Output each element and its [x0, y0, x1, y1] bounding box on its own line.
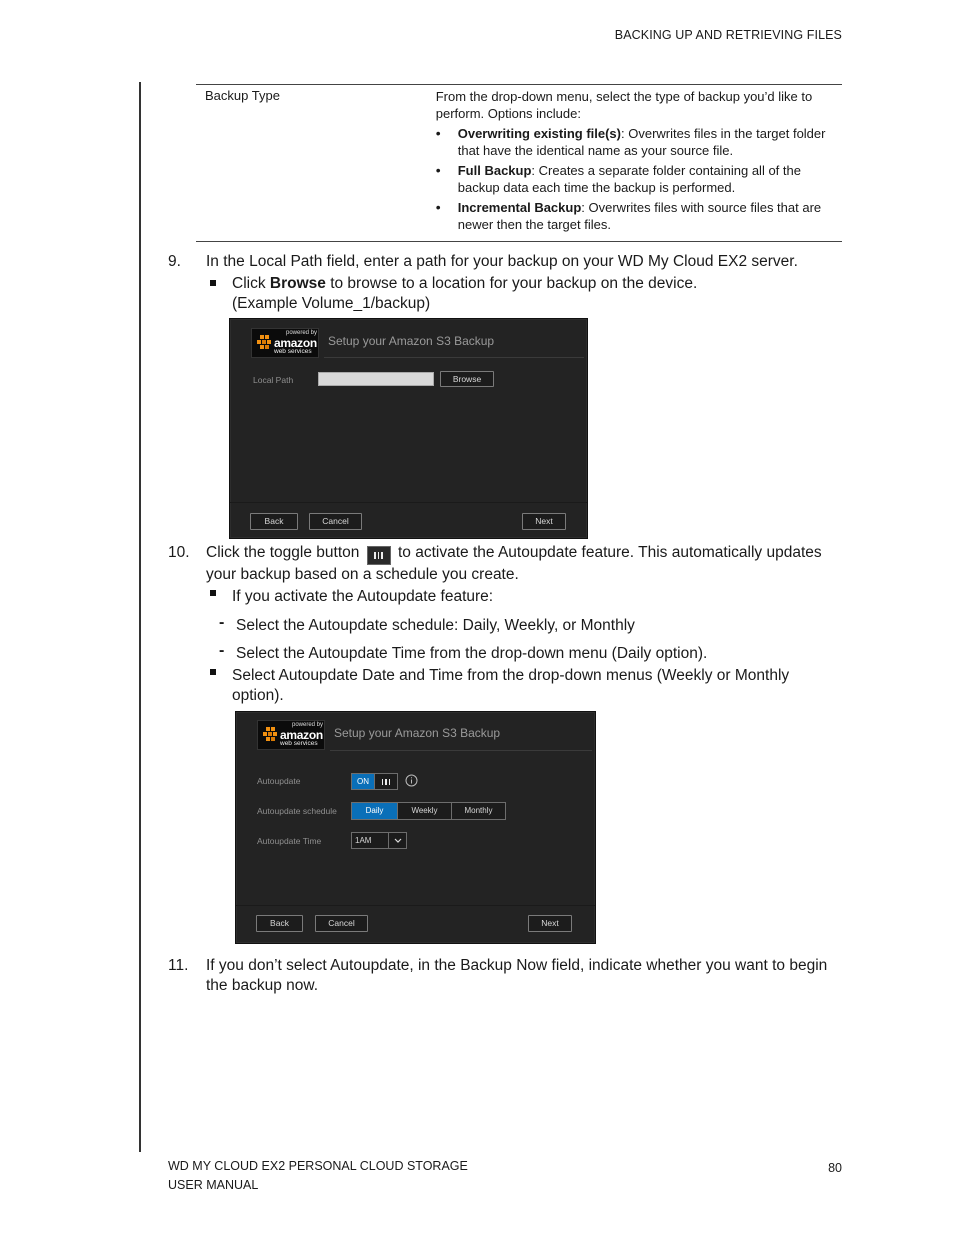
- schedule-daily[interactable]: Daily: [352, 803, 398, 819]
- logo-amazon: amazon: [280, 728, 323, 742]
- option-name: Overwriting existing file(s): [457, 126, 621, 141]
- schedule-monthly[interactable]: Monthly: [452, 803, 505, 819]
- dialog-title: Setup your Amazon S3 Backup: [328, 334, 495, 348]
- step-10-dash-2: Select the Autoupdate Time from the drop-down menu (Daily option).: [236, 645, 708, 662]
- browse-emphasis: Browse: [269, 275, 326, 292]
- autoupdate-label: Autoupdate: [257, 776, 301, 786]
- logo-powered-by: powered by: [292, 722, 324, 728]
- back-button[interactable]: Back: [256, 915, 303, 932]
- sub-text: to browse to a location for your backup on the device.: [325, 275, 698, 292]
- toggle-bars-icon[interactable]: [375, 774, 397, 789]
- page-number: 80: [828, 1161, 842, 1175]
- browse-button[interactable]: Browse: [440, 371, 494, 387]
- logo-web-services: web services: [274, 348, 312, 355]
- table-row: [196, 85, 842, 241]
- chevron-down-icon[interactable]: [389, 833, 406, 848]
- square-bullet-icon: [210, 280, 216, 286]
- autoupdate-time-label: Autoupdate Time: [257, 836, 322, 846]
- step-text-part: to activate the Autoupdate feature. This automatically updates your backup based on a schedule you create.: [206, 544, 822, 583]
- table-label-cell: Backup Type: [205, 88, 280, 103]
- left-margin-rule: [139, 82, 141, 1152]
- table-desc-cell: [436, 88, 842, 233]
- sub-example: (Example Volume_1/backup): [232, 295, 431, 312]
- bullet-icon: •: [435, 125, 441, 141]
- schedule-selector[interactable]: [351, 802, 506, 820]
- list-item: [436, 125, 842, 159]
- dash-bullet-icon: -: [219, 614, 225, 631]
- sub-text: Click: [232, 275, 270, 292]
- local-path-label: Local Path: [253, 375, 294, 385]
- aws-cubes-icon: [256, 335, 272, 351]
- backup-type-table: [196, 84, 842, 242]
- running-header: BACKING UP AND RETRIEVING FILES: [614, 28, 842, 42]
- logo-amazon: amazon: [274, 336, 317, 350]
- cancel-button[interactable]: Cancel: [309, 513, 362, 530]
- step-number: 11.: [168, 957, 189, 974]
- time-value[interactable]: 1AM: [352, 833, 389, 848]
- list-item: [436, 162, 842, 196]
- step-9-sub: [232, 274, 844, 314]
- step-text-part: Click the toggle button: [206, 544, 360, 561]
- step-10: [168, 543, 844, 585]
- bullet-icon: •: [435, 199, 441, 215]
- logo-powered-by: powered by: [286, 330, 318, 336]
- title-divider: [324, 357, 584, 358]
- next-button[interactable]: Next: [522, 513, 566, 530]
- footer-product: WD MY CLOUD EX2 PERSONAL CLOUD STORAGE: [168, 1159, 468, 1173]
- table-intro: From the drop-down menu, select the type of backup you’d like to perform. Options include:: [435, 89, 813, 121]
- square-bullet-icon: [210, 590, 216, 596]
- dialog-title: Setup your Amazon S3 Backup: [334, 726, 501, 740]
- step-11: [168, 956, 844, 996]
- local-path-input[interactable]: [318, 372, 434, 386]
- cancel-button[interactable]: Cancel: [315, 915, 368, 932]
- bullet-icon: •: [435, 162, 441, 178]
- option-desc: : Overwrites files with source files that are newer then the target files.: [457, 200, 822, 232]
- step-number: 10.: [168, 544, 190, 561]
- aws-logo: [251, 328, 319, 358]
- autoupdate-schedule-label: Autoupdate schedule: [257, 806, 337, 816]
- option-name: Full Backup: [457, 163, 532, 178]
- step-number: 9.: [168, 253, 181, 270]
- autoupdate-toggle[interactable]: [351, 773, 398, 790]
- step-10-dash-1: Select the Autoupdate schedule: Daily, Weekly, or Monthly: [236, 617, 635, 634]
- table-bottom-rule: [196, 241, 842, 242]
- list-item: [436, 199, 842, 233]
- next-button[interactable]: Next: [528, 915, 572, 932]
- toggle-button-icon: [367, 546, 391, 565]
- square-bullet-icon: [210, 669, 216, 675]
- back-button[interactable]: Back: [250, 513, 298, 530]
- step-10-sub-1: If you activate the Autoupdate feature:: [232, 588, 494, 605]
- step-9: [168, 252, 844, 272]
- time-dropdown[interactable]: [351, 832, 407, 849]
- footer-divider: [236, 905, 595, 906]
- screenshot-autoupdate: [235, 711, 596, 944]
- dash-bullet-icon: -: [219, 642, 225, 659]
- aws-logo: [257, 720, 325, 750]
- aws-cubes-icon: [262, 727, 278, 743]
- info-icon[interactable]: [405, 774, 418, 787]
- screenshot-local-path: [229, 318, 588, 539]
- option-desc: : Creates a separate folder containing all of the backup data each time the backup is performed.: [457, 163, 801, 195]
- step-text: [206, 543, 844, 585]
- footer-manual: USER MANUAL: [168, 1178, 259, 1192]
- option-desc: : Overwrites files in the target folder that have the identical name as your source file.: [457, 126, 826, 158]
- step-text: In the Local Path field, enter a path for your backup on your WD My Cloud EX2 server.: [206, 253, 798, 270]
- option-name: Incremental Backup: [457, 200, 582, 215]
- title-divider: [330, 750, 592, 751]
- footer-divider: [230, 502, 587, 503]
- step-10-sub-2: Select Autoupdate Date and Time from the drop-down menus (Weekly or Monthly option).: [232, 667, 790, 704]
- backup-options-list: [436, 125, 842, 233]
- logo-web-services: web services: [280, 740, 318, 747]
- toggle-on[interactable]: ON: [352, 774, 375, 789]
- step-text: If you don’t select Autoupdate, in the Backup Now field, indicate whether you want to begin the backup now.: [206, 957, 828, 994]
- schedule-weekly[interactable]: Weekly: [398, 803, 452, 819]
